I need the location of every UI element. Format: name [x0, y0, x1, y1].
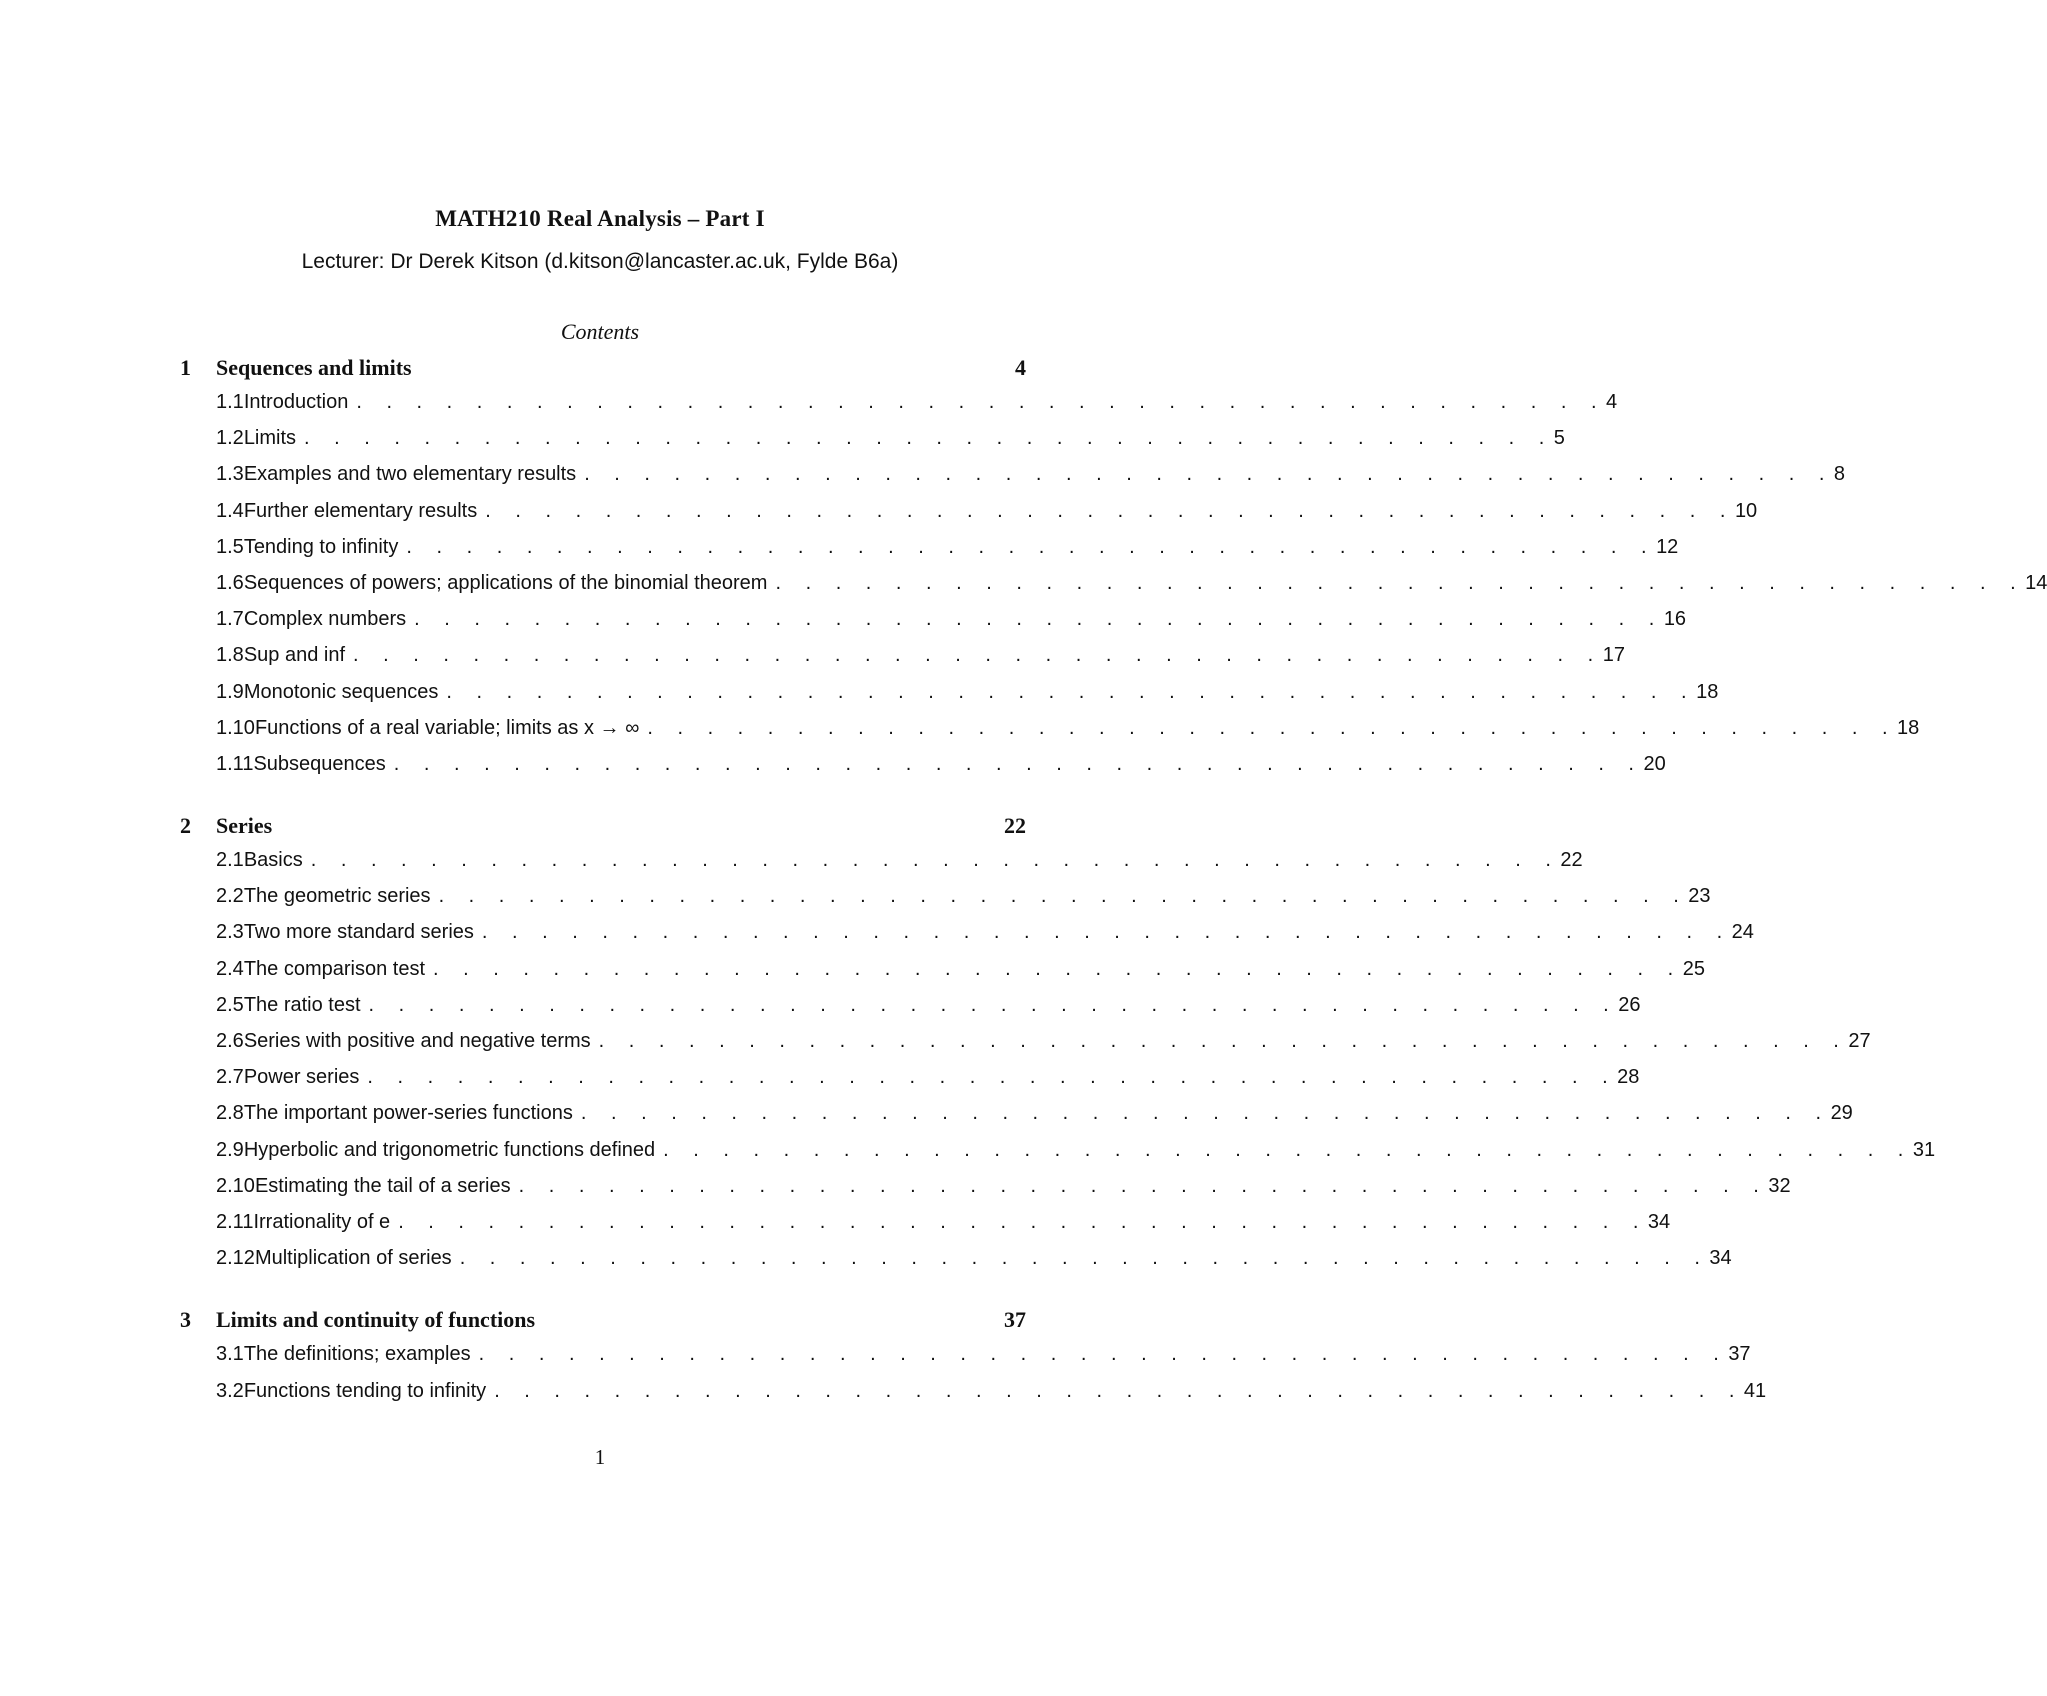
- toc-subsection-row[interactable]: [180, 752, 1666, 789]
- subsection-page: 23: [1688, 885, 1711, 908]
- toc-section-row[interactable]: [180, 355, 1026, 391]
- subsection-page: 29: [1830, 1102, 1853, 1125]
- subsection-page: 34: [1709, 1247, 1732, 1270]
- subsection-title: Sup and inf: [243, 644, 346, 667]
- toc-subsection-row[interactable]: [180, 1247, 1732, 1283]
- subsection-number: 1.8: [216, 644, 244, 667]
- subsection-page: 8: [1833, 463, 1846, 486]
- dot-leader: . . . . . . . . . . . . . . . . . . . . . . . . . . . . . . . . . . . . . . . . . .: [478, 1343, 1729, 1366]
- subsection-page: 22: [1560, 849, 1583, 872]
- subsection-number: 1.7: [216, 608, 244, 631]
- toc-subsection-row[interactable]: [180, 463, 1846, 499]
- subsection-title: Further elementary results: [243, 499, 478, 522]
- toc-subsection-row[interactable]: [180, 1210, 1671, 1247]
- toc-subsection-row[interactable]: [180, 1174, 1791, 1211]
- lecturer-line: Lecturer: Dr Derek Kitson (d.kitson@lancaster.ac.uk, Fylde B6a): [301, 250, 899, 273]
- toc-section-row[interactable]: [180, 813, 1026, 849]
- subsection-number: 2.3: [216, 921, 244, 944]
- dot-leader: . . . . . . . . . . . . . . . . . . . . . . . . . . . . . . . . . . . . . . . . . .: [584, 463, 1834, 486]
- toc-subsection-row[interactable]: [180, 427, 1565, 463]
- subsection-page: 10: [1734, 499, 1758, 522]
- section-number: 2: [180, 813, 191, 839]
- subsection-number: 2.1: [216, 849, 244, 872]
- dot-leader: . . . . . . . . . . . . . . . . . . . . . . . . . . . . . . . . . . . . . . . . . .: [446, 680, 1697, 703]
- page-number: 1: [594, 1445, 606, 1469]
- toc-subsection-row[interactable]: [180, 608, 1687, 644]
- subsection-page: 4: [1606, 391, 1618, 413]
- dot-leader: . . . . . . . . . . . . . . . . . . . . . . . . . . . . . . . . . . . . . . . . . .: [775, 571, 2026, 594]
- toc-subsection-row[interactable]: [180, 680, 1719, 717]
- dot-leader: . . . . . . . . . . . . . . . . . . . . . . . . . . . . . . . . . . . . . . . . . .: [367, 1066, 1618, 1089]
- dot-leader: . . . . . . . . . . . . . . . . . . . . . . . . . . . . . . . . . . . . . . . . . .: [580, 1102, 1831, 1125]
- toc-subsection-row[interactable]: [180, 1102, 1853, 1138]
- toc-subsection-row[interactable]: [180, 1030, 1871, 1066]
- dot-leader: . . . . . . . . . . . . . . . . . . . . . . . . . . . . . . . . . . . . . . . . . .: [414, 608, 1664, 631]
- section-page: 22: [1004, 813, 1026, 839]
- subsection-number: 2.4: [216, 957, 244, 980]
- subsection-page: 28: [1617, 1066, 1640, 1089]
- subsection-title: Introduction: [243, 391, 349, 413]
- subsection-page: 5: [1553, 427, 1565, 450]
- subsection-title: Functions tending to infinity: [243, 1379, 487, 1402]
- table-of-contents: [180, 355, 2047, 1416]
- subsection-number: 1.10: [216, 716, 255, 739]
- toc-subsection-row[interactable]: [180, 885, 1711, 921]
- section-page: 4: [1015, 355, 1026, 380]
- contents-heading: Contents: [560, 319, 640, 344]
- toc-subsection-row[interactable]: [180, 644, 1625, 680]
- subsection-title: The comparison test: [243, 957, 426, 980]
- dot-leader: . . . . . . . . . . . . . . . . . . . . . . . . . . . . . . . . . . . . . . . . . .: [368, 993, 1619, 1016]
- subsection-page: 17: [1602, 644, 1625, 667]
- subsection-title: Sequences of powers; applications of the binomial theorem: [243, 571, 768, 594]
- subsection-page: 41: [1743, 1379, 1767, 1402]
- section-gap: [180, 1283, 1026, 1307]
- subsection-page: 31: [1912, 1138, 1936, 1161]
- subsection-page: 27: [1848, 1030, 1871, 1052]
- subsection-number: 1.3: [216, 463, 244, 486]
- toc-subsection-row[interactable]: [180, 993, 1641, 1030]
- subsection-title: Basics: [243, 849, 303, 872]
- toc-subsection-row[interactable]: [180, 921, 1754, 957]
- subsection-number: 1.2: [216, 427, 244, 450]
- dot-leader: . . . . . . . . . . . . . . . . . . . . . . . . . . . . . . . . . . . . . . . . . .: [647, 716, 1898, 739]
- subsection-page: 34: [1647, 1210, 1671, 1233]
- subsection-title: Monotonic sequences: [243, 680, 439, 703]
- toc-subsection-row[interactable]: [180, 1066, 1640, 1102]
- toc-subsection-row[interactable]: [180, 391, 1618, 427]
- subsection-number: 3.1: [216, 1343, 244, 1366]
- section-number: 1: [180, 355, 191, 380]
- dot-leader: . . . . . . . . . . . . . . . . . . . . . . . . . . . . . . . . . . . . . . . . . .: [398, 1210, 1648, 1233]
- dot-leader: . . . . . . . . . . . . . . . . . . . . . . . . . . . . . . . . . . . . . . . . . .: [438, 885, 1689, 908]
- subsection-title: Two more standard series: [243, 921, 474, 944]
- subsection-number: 2.7: [216, 1066, 244, 1089]
- subsection-number: 2.8: [216, 1102, 244, 1125]
- subsection-number: 2.12: [216, 1247, 255, 1270]
- dot-leader: . . . . . . . . . . . . . . . . . . . . . . . . . . . . . . . . . . . . . . . . . .: [406, 535, 1657, 558]
- dot-leader: . . . . . . . . . . . . . . . . . . . . . . . . . . . . . . . . . . . . . . . . . .: [433, 957, 1683, 980]
- subsection-title: Power series: [243, 1066, 360, 1089]
- subsection-number: 2.2: [216, 885, 244, 908]
- section-gap: [180, 789, 1026, 813]
- section-title: Series: [216, 813, 273, 839]
- subsection-title: Complex numbers: [243, 608, 407, 631]
- subsection-title: Series with positive and negative terms: [243, 1030, 591, 1052]
- dot-leader: . . . . . . . . . . . . . . . . . . . . . . . . . . . . . . . . . . . . . . . . . .: [393, 752, 1644, 775]
- subsection-page: 18: [1696, 680, 1719, 703]
- subsection-number: 1.9: [216, 680, 244, 703]
- dot-leader: . . . . . . . . . . . . . . . . . . . . . . . . . . . . . . . . . . . . . . . . . .: [485, 499, 1735, 522]
- subsection-page: 14: [2025, 571, 2047, 594]
- subsection-page: 32: [1768, 1174, 1791, 1197]
- subsection-number: 2.9: [216, 1138, 244, 1161]
- subsection-title: The geometric series: [243, 885, 431, 908]
- subsection-number: 1.4: [216, 499, 244, 522]
- subsection-number: 1.6: [216, 571, 244, 594]
- toc-subsection-row[interactable]: [180, 849, 1583, 885]
- subsection-number: 2.10: [216, 1174, 255, 1197]
- dot-leader: . . . . . . . . . . . . . . . . . . . . . . . . . . . . . . . . . . . . . . . . . .: [353, 644, 1603, 667]
- subsection-page: 12: [1656, 535, 1679, 558]
- subsection-title: Subsequences: [253, 752, 386, 775]
- toc-subsection-row[interactable]: [180, 1379, 1767, 1416]
- subsection-number: 2.5: [216, 993, 244, 1016]
- subsection-title: Estimating the tail of a series: [254, 1174, 511, 1197]
- toc-section-row[interactable]: [180, 1307, 1026, 1343]
- dot-leader: . . . . . . . . . . . . . . . . . . . . . . . . . . . . . . . . . . . . . . . . . .: [494, 1379, 1744, 1402]
- toc-subsection-row[interactable]: [180, 1138, 1936, 1175]
- subsection-title: The definitions; examples: [243, 1343, 471, 1366]
- subsection-title: Multiplication of series: [254, 1247, 452, 1270]
- toc-subsection-row[interactable]: [180, 957, 1705, 994]
- subsection-number: 1.5: [216, 535, 244, 558]
- toc-subsection-row[interactable]: [180, 499, 1758, 536]
- subsection-page: 18: [1897, 716, 1920, 739]
- dot-leader: . . . . . . . . . . . . . . . . . . . . . . . . . . . . . . . . . . . . . . . . . .: [459, 1247, 1710, 1270]
- subsection-number: 2.11: [216, 1210, 254, 1233]
- dot-leader: . . . . . . . . . . . . . . . . . . . . . . . . . . . . . . . . . . . . . . . . . .: [304, 427, 1554, 450]
- subsection-number: 2.6: [216, 1030, 244, 1052]
- dot-leader: . . . . . . . . . . . . . . . . . . . . . . . . . . . . . . . . . . . . . . . . . .: [518, 1174, 1769, 1197]
- toc-subsection-row[interactable]: [180, 716, 1920, 753]
- section-title: Limits and continuity of functions: [216, 1307, 536, 1333]
- subsection-page: 37: [1728, 1343, 1751, 1366]
- subsection-number: 3.2: [216, 1379, 244, 1402]
- subsection-title: The important power-series functions: [243, 1102, 573, 1125]
- dot-leader: . . . . . . . . . . . . . . . . . . . . . . . . . . . . . . . . . . . . . . . . . .: [481, 921, 1732, 944]
- subsection-title: Irrationality of e: [253, 1210, 391, 1233]
- dot-leader: . . . . . . . . . . . . . . . . . . . . . . . . . . . . . . . . . . . . . . . . . .: [598, 1030, 1849, 1052]
- section-page: 37: [1004, 1307, 1026, 1333]
- subsection-page: 26: [1618, 993, 1641, 1016]
- dot-leader: . . . . . . . . . . . . . . . . . . . . . . . . . . . . . . . . . . . . . . . . . .: [356, 391, 1607, 413]
- dot-leader: . . . . . . . . . . . . . . . . . . . . . . . . . . . . . . . . . . . . . . . . . .: [310, 849, 1561, 872]
- subsection-number: 1.1: [216, 391, 244, 413]
- dot-leader: . . . . . . . . . . . . . . . . . . . . . . . . . . . . . . . . . . . . . . . . . .: [663, 1138, 1913, 1161]
- subsection-title: The ratio test: [243, 993, 361, 1016]
- toc-subsection-row[interactable]: [180, 535, 1679, 572]
- subsection-title: Examples and two elementary results: [243, 463, 577, 486]
- subsection-title: Limits: [243, 427, 297, 450]
- subsection-page: 25: [1682, 957, 1705, 980]
- subsection-title: Tending to infinity: [243, 535, 399, 558]
- section-number: 3: [180, 1307, 191, 1333]
- subsection-number: 1.11: [216, 752, 254, 775]
- toc-subsection-row[interactable]: [180, 1343, 1751, 1379]
- subsection-page: 20: [1643, 752, 1666, 775]
- subsection-title: Hyperbolic and trigonometric functions defined: [243, 1138, 656, 1161]
- document-title: MATH210 Real Analysis – Part I: [435, 206, 765, 231]
- toc-subsection-row[interactable]: [180, 571, 2047, 608]
- section-title: Sequences and limits: [216, 355, 412, 380]
- subsection-page: 16: [1663, 608, 1687, 631]
- subsection-title: Functions of a real variable; limits as x → ∞: [254, 716, 640, 739]
- subsection-page: 24: [1731, 921, 1754, 944]
